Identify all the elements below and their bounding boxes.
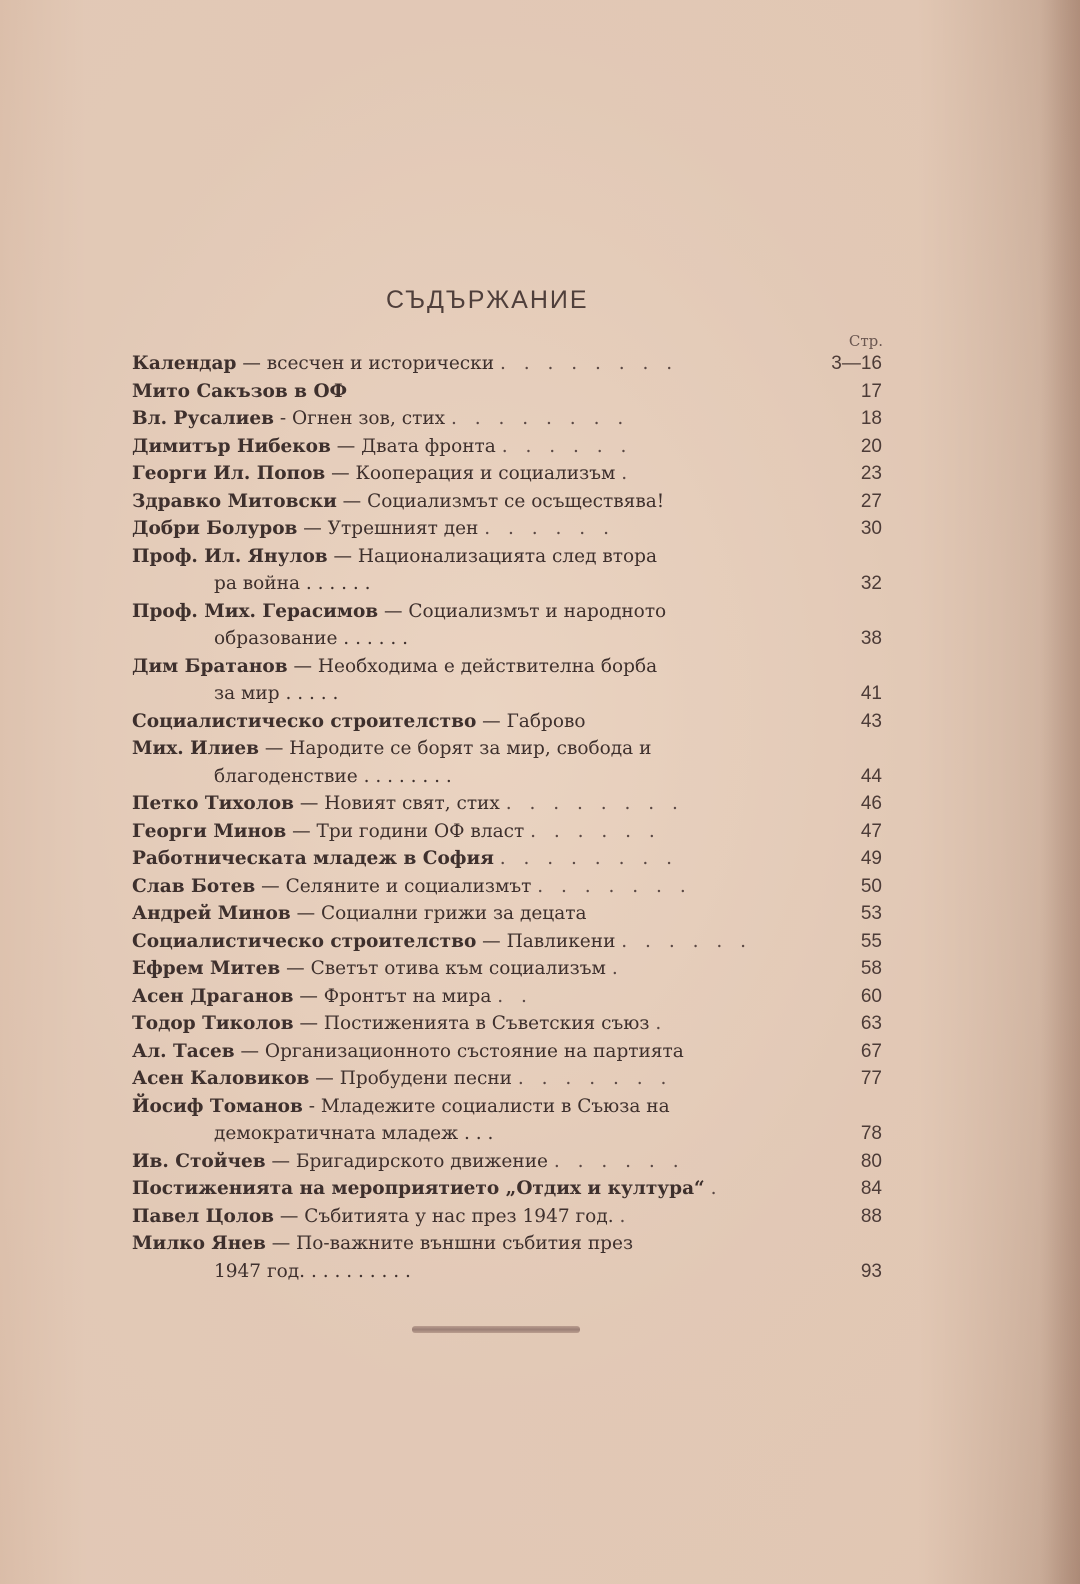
toc-entry-title: Габрово — [506, 710, 586, 732]
toc-entry-separator: — — [297, 518, 328, 539]
toc-entry-leader-dots: . . . . . . — [530, 820, 661, 842]
toc-entry-title: Организационното състояние на партията — [264, 1040, 684, 1062]
toc-entry — [132, 708, 888, 736]
toc-entry — [132, 1093, 888, 1148]
toc-entry-separator: — — [236, 353, 267, 374]
toc-entry — [132, 900, 888, 928]
toc-entry-title: Светът отива към социализъм — [310, 958, 606, 979]
toc-entry-separator: — — [274, 1205, 305, 1227]
toc-entry-title: Социални грижи за децата — [321, 903, 587, 924]
toc-entry-leader-dots: . . . . . . . — [537, 875, 692, 897]
toc-entry-text — [132, 845, 822, 873]
toc-entry — [132, 460, 888, 488]
toc-entry-page-number: 38 — [860, 628, 882, 649]
toc-entry-leader-dots: . . . . . . . . — [505, 793, 684, 814]
toc-entry-page-number: 44 — [860, 765, 882, 787]
toc-entry-leader-dots: . — [611, 958, 624, 979]
toc-entry-title: Три години ОФ власт — [316, 820, 525, 842]
toc-entry-page-number: 46 — [860, 793, 882, 814]
toc-entry — [132, 1175, 888, 1203]
toc-entry-author: Здравко Митовски — [132, 490, 337, 512]
toc-entry — [132, 543, 888, 598]
toc-entry-title: Кооперация и социализъм — [355, 463, 616, 484]
toc-entry-separator: — — [293, 793, 325, 814]
toc-entry-text — [132, 708, 822, 736]
toc-entry-author: Социалистическо строителство — [132, 710, 477, 732]
toc-entry-leader-dots: . . . . . . . . — [451, 408, 630, 429]
toc-entry-title: Събитията у нас през 1947 год. — [304, 1205, 614, 1227]
toc-entry-leader-dots: . . . . . . — [553, 1150, 685, 1172]
toc-entry-page-number: 88 — [860, 1205, 882, 1227]
toc-entry-text — [132, 488, 822, 516]
toc-entry-text — [132, 1010, 822, 1038]
toc-entry-title: Национализацията след втора — [357, 545, 658, 567]
toc-entry-page-number: 84 — [860, 1178, 882, 1199]
toc-entry-page-number: 53 — [860, 903, 882, 924]
toc-entry-author: Календар — [132, 353, 237, 374]
toc-entry-page-number: 3—16 — [831, 353, 882, 374]
toc-entry-text — [132, 735, 822, 790]
toc-entry-title: Новият свят, стих — [324, 793, 500, 814]
toc-entry-title-continuation: благоденствие . . . . . . . . — [214, 765, 452, 787]
toc-entry-text — [132, 928, 822, 956]
page-column-label: Стр. — [848, 332, 883, 350]
toc-entry — [132, 515, 888, 543]
toc-entry-author: Ал. Тасев — [132, 1040, 235, 1062]
toc-entry-separator: — — [378, 600, 409, 622]
toc-entry-author: Милко Янев — [132, 1233, 266, 1254]
toc-entry — [132, 873, 888, 901]
toc-entry-author: Андрей Минов — [132, 903, 291, 924]
toc-entry-page-number: 43 — [860, 710, 882, 732]
toc-entry — [132, 1148, 888, 1176]
toc-entry — [132, 433, 888, 461]
toc-entry-title-continuation: 1947 год. . . . . . . . . . — [214, 1260, 411, 1282]
toc-entry-leader-dots: . — [655, 1013, 668, 1034]
decorative-rule — [412, 1326, 580, 1333]
toc-entry-page-number: 50 — [860, 875, 882, 897]
toc-entry-author: Йосиф Томанов — [132, 1095, 303, 1117]
toc-entry-author: Вл. Русалиев — [132, 408, 274, 429]
toc-entry-leader-dots: . — [621, 463, 634, 484]
toc-entry-author: Ефрем Митев — [132, 958, 281, 979]
toc-entry-title: Бригадирското движение — [295, 1150, 548, 1172]
toc-entry-leader-dots: . . . . . . . . — [499, 353, 679, 374]
toc-entry-leader-dots: . — [619, 1205, 632, 1227]
toc-entry-text — [132, 983, 822, 1011]
toc-entry-title: Младежите социалисти в Съюза на — [320, 1095, 670, 1117]
toc-entry-author: Дим Братанов — [132, 655, 288, 677]
toc-entry-text — [132, 1203, 822, 1231]
toc-entry — [132, 653, 888, 708]
toc-entry-text — [132, 1148, 822, 1176]
toc-entry-author: Слав Ботев — [132, 875, 256, 897]
toc-entry — [132, 1010, 888, 1038]
toc-entry-separator: — — [327, 545, 358, 567]
toc-entry-author: Проф. Ил. Янулов — [132, 545, 328, 567]
toc-entry-separator: — — [309, 1068, 340, 1089]
toc-entry-title: Необходима е действителна борба — [317, 655, 658, 677]
toc-entry — [132, 378, 888, 406]
toc-entry-separator: — — [293, 985, 324, 1007]
toc-entry-separator: — — [265, 1150, 296, 1172]
toc-entry-leader-dots: . . . . . . — [621, 930, 752, 952]
toc-entry-title: Двата фронта — [361, 435, 496, 457]
toc-entry-separator: — — [330, 435, 362, 457]
toc-entry — [132, 1065, 888, 1093]
toc-entry — [132, 983, 888, 1011]
toc-entry-page-number: 18 — [860, 408, 882, 429]
toc-entry-separator: — — [476, 710, 507, 732]
toc-entry-title-continuation: ра война . . . . . . — [214, 573, 371, 594]
toc-entry-text — [132, 900, 822, 928]
toc-entry-author: Павел Цолов — [132, 1205, 275, 1227]
toc-entry-text — [132, 543, 822, 598]
toc-entry-author: Проф. Мих. Герасимов — [132, 600, 379, 622]
toc-entry-page-number: 41 — [860, 683, 882, 704]
toc-entry-title: По-важните външни събития през — [296, 1233, 634, 1254]
toc-entry — [132, 928, 888, 956]
toc-entry-title: всесчен и исторически — [266, 353, 495, 374]
toc-entry-separator: — — [258, 738, 290, 759]
toc-entry-page-number: 78 — [860, 1123, 882, 1144]
toc-entry — [132, 1038, 888, 1066]
toc-entry-text — [132, 515, 822, 543]
toc-entry-page-number: 27 — [860, 490, 882, 512]
toc-entry-title: Социализмът се осъществява! — [367, 490, 665, 512]
toc-entry — [132, 955, 888, 983]
toc-entry-page-number: 49 — [860, 848, 882, 869]
toc-entry-page-number: 20 — [860, 435, 882, 457]
toc-entry-author: Петко Тихолов — [132, 793, 294, 814]
toc-entry-page-number: 80 — [860, 1150, 882, 1172]
toc-entry-title: Павликени — [506, 930, 616, 952]
table-of-contents — [132, 350, 888, 1285]
toc-entry-separator: — — [286, 820, 317, 842]
toc-entry-page-number: 32 — [860, 573, 882, 594]
toc-entry-page-number: 58 — [860, 958, 882, 979]
toc-entry-text — [132, 955, 822, 983]
toc-entry-page-number: 60 — [860, 985, 882, 1007]
toc-entry-author: Социалистическо строителство — [132, 930, 477, 952]
toc-entry-author: Мито Сакъзов в ОФ — [132, 380, 348, 402]
toc-entry — [132, 350, 888, 378]
toc-entry-author: Ив. Стойчев — [132, 1150, 266, 1172]
toc-entry-page-number: 30 — [860, 518, 882, 539]
toc-entry-text — [132, 433, 822, 461]
toc-entry-author: Георги Ил. Попов — [132, 463, 326, 484]
toc-entry-text — [132, 790, 822, 818]
toc-entry-title: Селяните и социализмът — [285, 875, 532, 897]
page-edge-shadow — [1040, 0, 1080, 1584]
toc-entry — [132, 735, 888, 790]
toc-entry-text — [132, 1175, 822, 1203]
toc-entry-leader-dots: . . . . . . — [501, 435, 633, 457]
toc-entry — [132, 598, 888, 653]
toc-entry — [132, 488, 888, 516]
toc-entry — [132, 1203, 888, 1231]
toc-entry-author: Асен Драганов — [132, 985, 294, 1007]
toc-entry-author: Димитър Нибеков — [132, 435, 331, 457]
toc-entry — [132, 1230, 888, 1285]
toc-entry-title: Социализмът и народното — [408, 600, 667, 622]
toc-entry-text — [132, 653, 822, 708]
page-title: СЪДЪРЖАНИЕ — [386, 286, 589, 314]
toc-entry-title: Пробудени песни — [339, 1068, 513, 1089]
toc-entry-leader-dots: . — [710, 1178, 723, 1199]
toc-entry — [132, 790, 888, 818]
toc-entry-page-number: 17 — [860, 380, 882, 402]
toc-entry-page-number: 63 — [860, 1013, 882, 1034]
toc-entry-separator: — — [287, 655, 318, 677]
toc-entry-page-number: 23 — [860, 463, 882, 484]
toc-entry-text — [132, 818, 822, 846]
toc-entry-separator: — — [336, 490, 368, 512]
toc-entry-text — [132, 598, 822, 653]
toc-entry-author: Мих. Илиев — [132, 738, 259, 759]
toc-entry-text — [132, 350, 822, 378]
toc-entry-author: Добри Болуров — [132, 518, 298, 539]
toc-entry-separator: — — [234, 1040, 265, 1062]
toc-entry-text — [132, 1093, 822, 1148]
toc-entry-separator: - — [273, 408, 292, 429]
toc-entry — [132, 405, 888, 433]
toc-entry-page-number: 47 — [860, 820, 882, 842]
toc-entry-separator: — — [255, 875, 286, 897]
toc-entry-text — [132, 1230, 822, 1285]
toc-entry-title: Фронтът на мира — [323, 985, 492, 1007]
toc-entry-author: Тодор Тиколов — [132, 1013, 294, 1034]
toc-entry-title: Огнен зов, стих — [291, 408, 446, 429]
toc-entry-separator: — — [265, 1233, 297, 1254]
toc-entry-page-number: 93 — [860, 1260, 882, 1282]
toc-entry-separator: — — [290, 903, 322, 924]
toc-entry-separator: — — [476, 930, 507, 952]
toc-entry-page-number: 67 — [860, 1040, 882, 1062]
toc-entry-author: Постиженията на мероприятието „Отдих и култура“ — [132, 1178, 705, 1199]
toc-entry-title: Постиженията в Съветския съюз — [323, 1013, 650, 1034]
toc-entry-text — [132, 873, 822, 901]
toc-entry-separator: - — [302, 1095, 321, 1117]
toc-entry-text — [132, 378, 822, 406]
toc-entry-text — [132, 1065, 822, 1093]
toc-entry-text — [132, 405, 822, 433]
toc-entry-author: Работническата младеж в София — [132, 848, 494, 869]
toc-entry-author: Асен Каловиков — [132, 1068, 310, 1089]
toc-entry-title: Утрешният ден — [327, 518, 479, 539]
toc-entry — [132, 818, 888, 846]
toc-entry-separator: — — [293, 1013, 324, 1034]
toc-entry-leader-dots: . . . . . . . — [517, 1068, 673, 1089]
toc-entry-title: Народите се борят за мир, свобода и — [289, 738, 652, 759]
toc-entry — [132, 845, 888, 873]
toc-entry-leader-dots: . . . . . . — [484, 518, 615, 539]
toc-entry-title-continuation: образование . . . . . . — [214, 628, 408, 649]
toc-entry-leader-dots: . . — [497, 985, 533, 1007]
toc-entry-text — [132, 460, 822, 488]
toc-entry-separator: — — [325, 463, 356, 484]
toc-entry-title-continuation: за мир . . . . . — [214, 683, 339, 704]
toc-entry-author: Георги Минов — [132, 820, 287, 842]
toc-entry-title-continuation: демократичната младеж . . . — [214, 1123, 494, 1144]
toc-entry-text — [132, 1038, 822, 1066]
toc-entry-page-number: 77 — [860, 1068, 882, 1089]
toc-entry-separator: — — [280, 958, 311, 979]
toc-entry-page-number: 55 — [860, 930, 882, 952]
toc-entry-leader-dots: . . . . . . . . — [499, 848, 678, 869]
